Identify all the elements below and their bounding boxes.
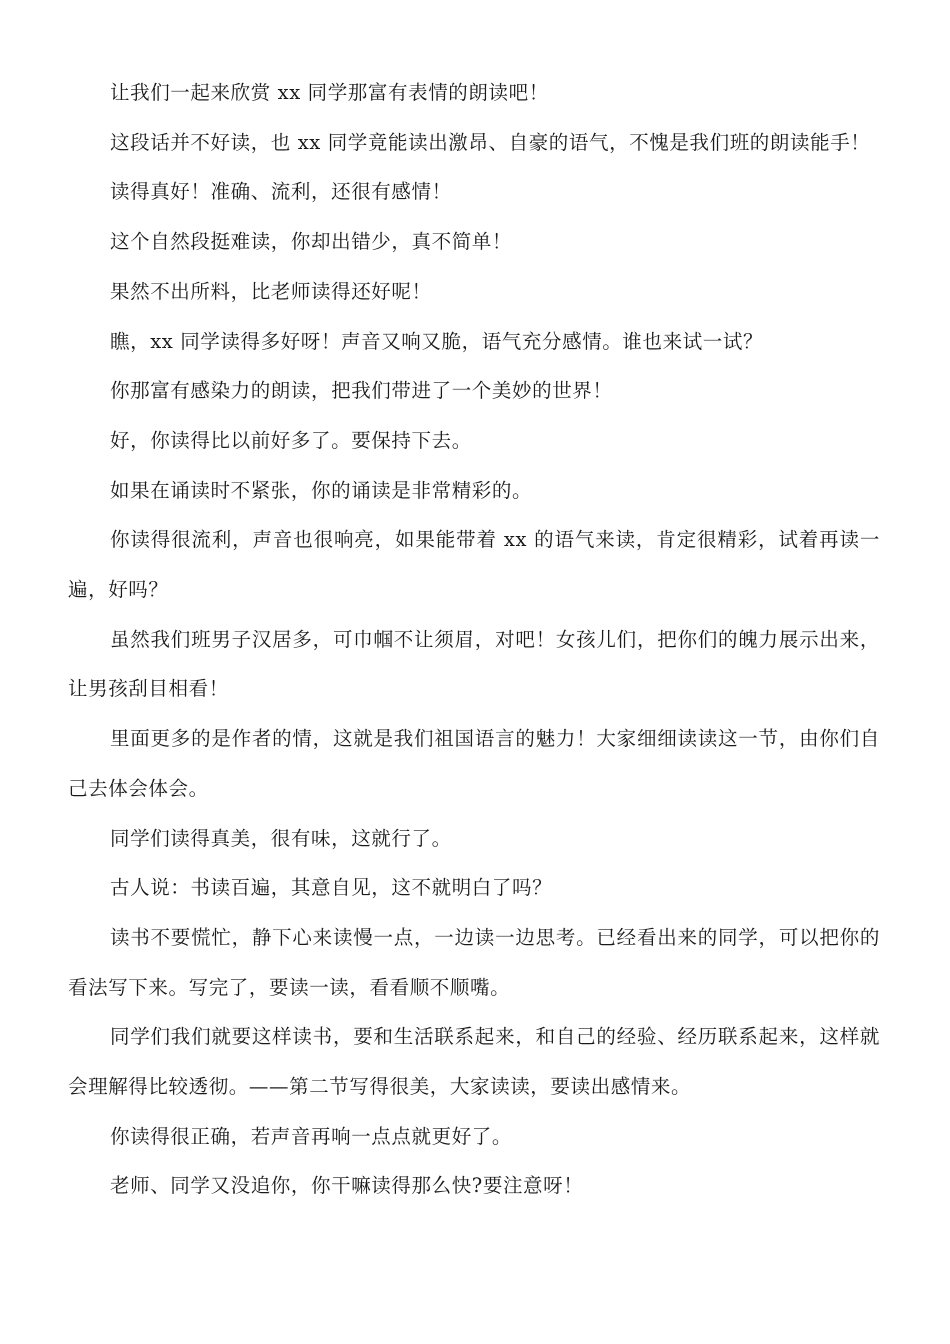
- paragraph: 同学们我们就要这样读书，要和生活联系起来，和自己的经验、经历联系起来，这样就会理解得比较透彻。——第二节写得很美，大家读读，要读出感情来。: [68, 1025, 880, 1099]
- paragraph: 你读得很正确，若声音再响一点点就更好了。: [110, 1124, 513, 1148]
- paragraph: 老师、同学又没追你，你干嘛读得那么快?要注意呀！: [110, 1174, 584, 1198]
- paragraph: 你读得很流利，声音也很响亮，如果能带着 xx 的语气来读，肯定很精彩，试着再读一遍，好吗？: [68, 528, 880, 602]
- paragraph: 让我们一起来欣赏 xx 同学那富有表情的朗读吧！: [110, 81, 549, 104]
- paragraph: 你那富有感染力的朗读，把我们带进了一个美妙的世界！: [110, 379, 613, 403]
- paragraph: 里面更多的是作者的情，这就是我们祖国语言的魅力！大家细细读读这一节，由你们自己去体会体会。: [68, 727, 880, 800]
- paragraph: 这个自然段挺难读，你却出错少，真不简单！: [110, 230, 513, 254]
- paragraph: 读书不要慌忙，静下心来读慢一点，一边读一边思考。已经看出来的同学，可以把你的看法写下来。写完了，要读一读，看看顺不顺嘴。: [68, 925, 880, 999]
- paragraph: 果然不出所料，比老师读得还好呢！: [110, 279, 432, 303]
- paragraph: 古人说：书读百遍，其意自见，这不就明白了吗？: [110, 876, 553, 900]
- paragraph: 好，你读得比以前好多了。要保持下去。: [110, 428, 472, 452]
- paragraph: 虽然我们班男子汉居多，可巾帼不让须眉，对吧！女孩儿们，把你们的魄力展示出来，让男孩刮目相看！: [68, 627, 880, 701]
- paragraph: 如果在诵读时不紧张，你的诵读是非常精彩的。: [110, 478, 533, 502]
- paragraph: 读得真好！准确、流利，还很有感情！: [110, 180, 452, 204]
- paragraph: 这段话并不好读，也 xx 同学竟能读出激昂、自豪的语气，不愧是我们班的朗读能手！: [110, 130, 871, 154]
- paragraph: 瞧，xx 同学读得多好呀！声音又响又脆，语气充分感情。谁也来试一试？: [110, 329, 764, 353]
- paragraph: 同学们读得真美，很有味，这就行了。: [110, 826, 452, 850]
- document-body: [68, 68, 880, 1211]
